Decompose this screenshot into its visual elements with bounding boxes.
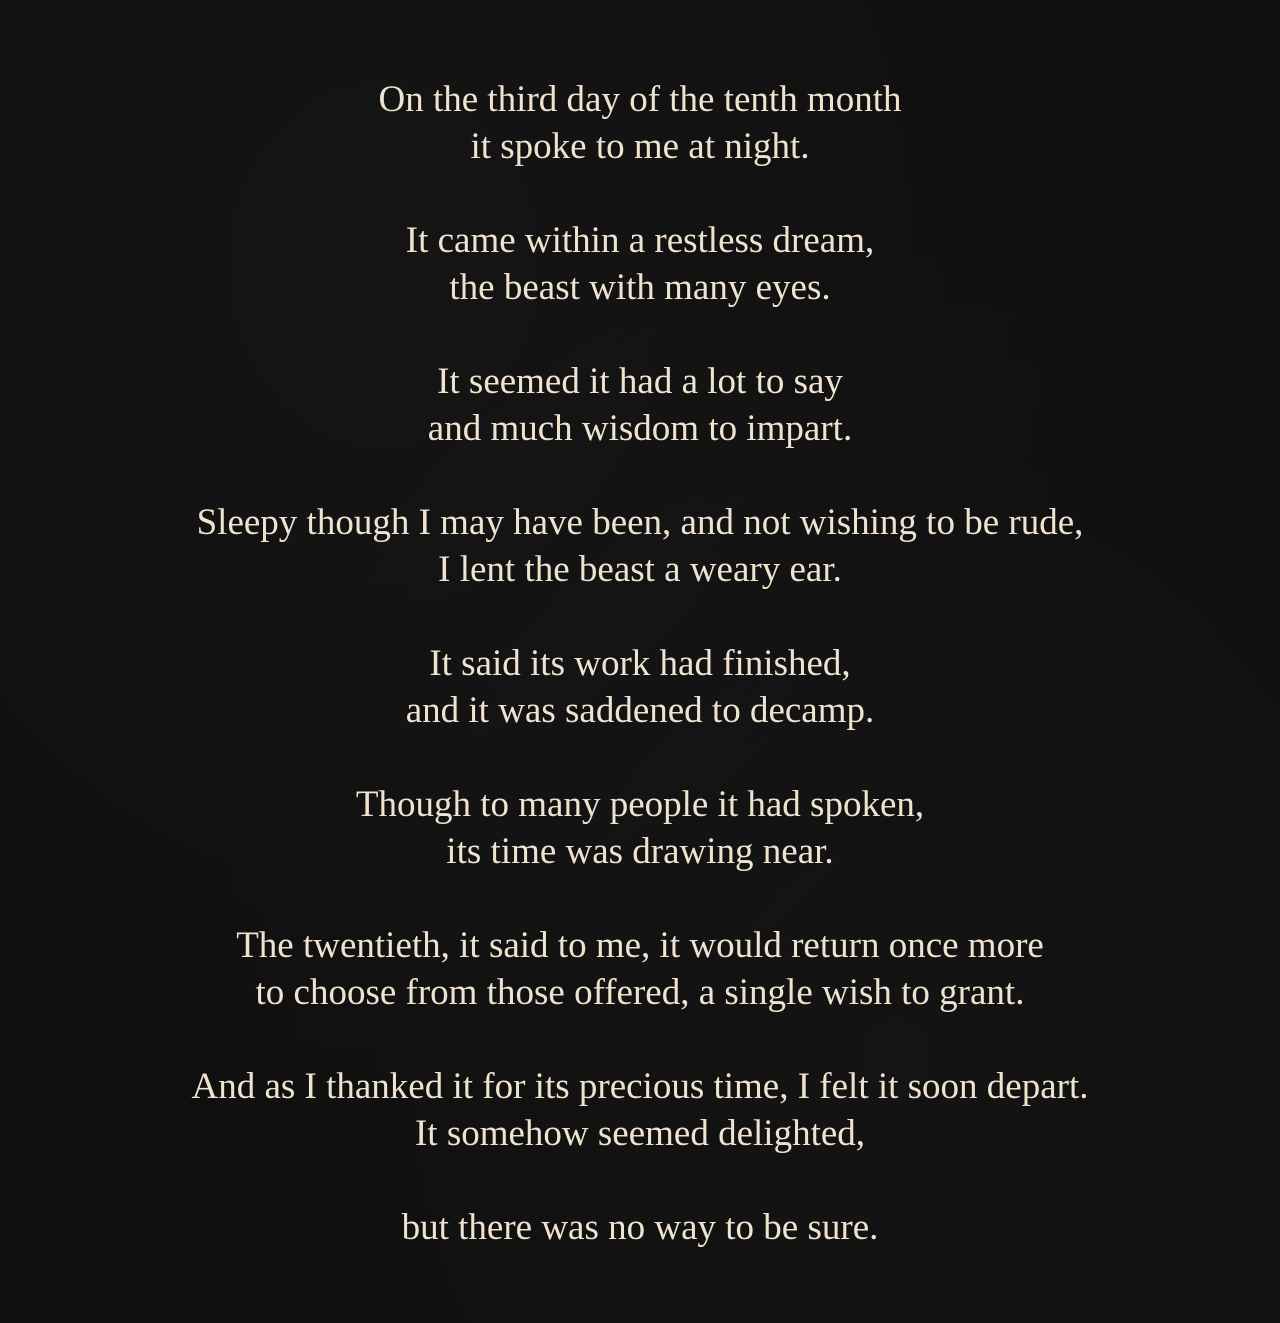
stanza-8 [0,1063,1280,1157]
poem-line: the beast with many eyes. [449,267,831,308]
poem-line: It somehow seemed delighted, [414,1113,866,1154]
stanza-1 [0,76,1280,170]
stanza-4 [0,499,1280,593]
poem-line: but there was no way to be sure. [401,1207,879,1248]
stanza-6 [0,781,1280,875]
poem-line: It seemed it had a lot to say [437,361,843,402]
stanza-2 [0,217,1280,311]
poem-line: It said its work had finished, [429,643,851,684]
poem-text [0,76,1280,1251]
poem-line: It came within a restless dream, [405,220,875,261]
poem-line: and it was saddened to decamp. [405,690,875,731]
poem-line: it spoke to me at night. [470,126,810,167]
poem-line: to choose from those offered, a single wish to grant. [255,972,1025,1013]
poem-line: The twentieth, it said to me, it would return once more [236,925,1044,966]
poem-line: I lent the beast a weary ear. [438,549,842,590]
poem-line: its time was drawing near. [446,831,834,872]
stanza-5 [0,640,1280,734]
stanza-3 [0,358,1280,452]
poem-line: Sleepy though I may have been, and not wishing to be rude, [196,502,1084,543]
stanza-7 [0,922,1280,1016]
poem-line: On the third day of the tenth month [378,79,902,120]
poem-line: And as I thanked it for its precious time, I felt it soon depart. [191,1066,1089,1107]
stanza-9 [0,1204,1280,1251]
poem-line: and much wisdom to impart. [427,408,853,449]
poem-line: Though to many people it had spoken, [355,784,925,825]
